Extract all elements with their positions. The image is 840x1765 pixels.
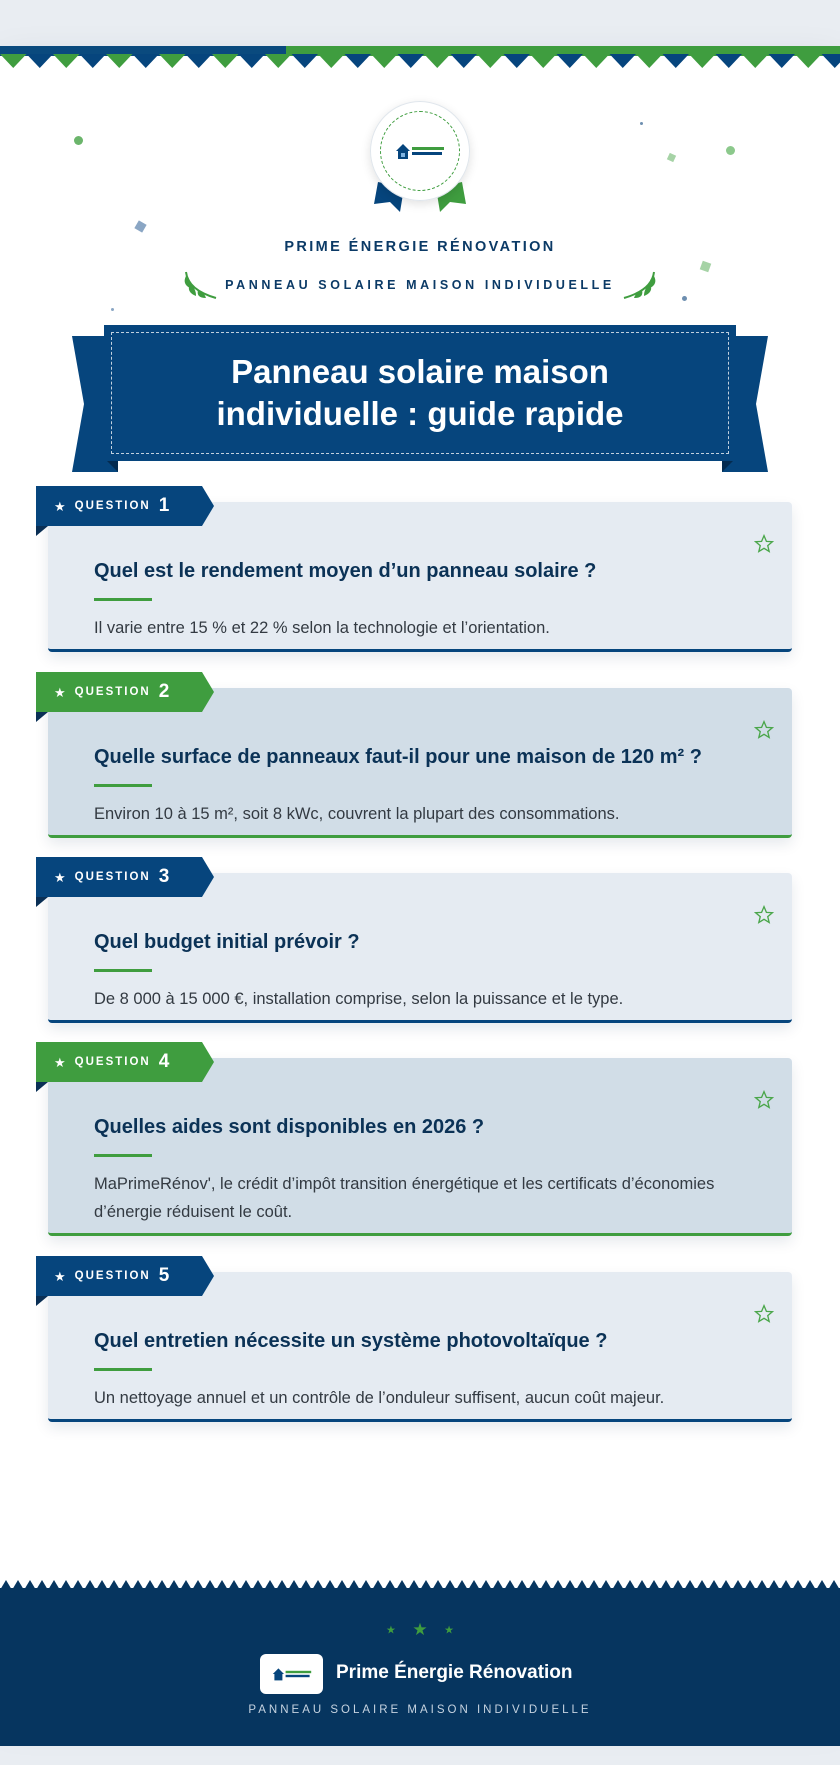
logo-badge-inner bbox=[380, 111, 460, 191]
bunting-flag bbox=[212, 54, 239, 68]
answer-text: Environ 10 à 15 m², soit 8 kWc, couvrent la plupart des consommations. bbox=[94, 805, 620, 823]
title-underline bbox=[94, 784, 152, 787]
brand-subtitle: PANNEAU SOLAIRE MAISON INDIVIDUELLE bbox=[225, 278, 615, 292]
question-number: 5 bbox=[158, 1265, 170, 1286]
faq-item bbox=[36, 672, 792, 838]
star-icon: ★ bbox=[54, 498, 66, 514]
answer-text: MaPrimeRénov', le crédit d’impôt transition énergétique et les certificats d’économies d’énergie réduisent le coût. bbox=[94, 1175, 715, 1221]
bunting-flag bbox=[451, 54, 478, 68]
question-number: 2 bbox=[158, 681, 170, 702]
tag-point bbox=[202, 1256, 214, 1296]
confetti-dot bbox=[640, 122, 643, 125]
bunting-flag bbox=[636, 54, 663, 68]
page-card bbox=[0, 46, 840, 1716]
star-icon: ★ bbox=[412, 1620, 428, 1639]
bunting-flag bbox=[0, 54, 27, 68]
confetti-square bbox=[134, 220, 146, 232]
house-logo-icon bbox=[394, 141, 446, 161]
bunting-flag bbox=[583, 54, 610, 68]
question-number: 1 bbox=[158, 495, 170, 516]
page-title: Panneau solaire maison individuelle : guide rapide bbox=[216, 353, 624, 432]
question-tag bbox=[36, 486, 202, 526]
tag-fold bbox=[36, 526, 48, 536]
bunting-flag bbox=[716, 54, 743, 68]
bunting-flag bbox=[318, 54, 345, 68]
star-outline-icon bbox=[754, 905, 774, 925]
bunting-flag bbox=[106, 54, 133, 68]
star-icon: ★ bbox=[54, 869, 66, 885]
star-icon: ★ bbox=[386, 1624, 396, 1637]
title-banner bbox=[104, 325, 736, 461]
title-underline bbox=[94, 598, 152, 601]
footer-tagline: PANNEAU SOLAIRE MAISON INDIVIDUELLE bbox=[248, 1704, 592, 1716]
bunting-flag bbox=[398, 54, 425, 68]
bunting-flag bbox=[689, 54, 716, 68]
logo-badge bbox=[370, 101, 470, 201]
answer-text: De 8 000 à 15 000 €, installation comprise, selon la puissance et le type. bbox=[94, 990, 624, 1008]
confetti-dot bbox=[726, 146, 735, 155]
confetti-square bbox=[667, 153, 676, 162]
tag-fold bbox=[36, 1296, 48, 1306]
bunting-decoration bbox=[0, 54, 840, 74]
bunting-flag bbox=[795, 54, 822, 68]
bunting-flag bbox=[265, 54, 292, 68]
faq-card bbox=[48, 1054, 792, 1236]
bunting-flag bbox=[292, 54, 319, 68]
bunting-flag bbox=[769, 54, 796, 68]
star-icon: ★ bbox=[444, 1624, 454, 1637]
bunting-flag bbox=[80, 54, 107, 68]
question-tag bbox=[36, 857, 202, 897]
bunting-flag bbox=[371, 54, 398, 68]
question-number: 4 bbox=[158, 1051, 170, 1072]
star-icon: ★ bbox=[54, 1054, 66, 1070]
question-label: QUESTION bbox=[74, 500, 151, 512]
star-icon: ★ bbox=[54, 684, 66, 700]
title-banner-inner bbox=[111, 332, 729, 454]
house-logo-icon bbox=[270, 1666, 314, 1682]
title-underline bbox=[94, 1368, 152, 1371]
tag-point bbox=[202, 857, 214, 897]
star-icon: ★ bbox=[54, 1268, 66, 1284]
star-outline-icon bbox=[754, 534, 774, 554]
question-title: Quel est le rendement moyen d’un panneau solaire ? bbox=[94, 560, 597, 582]
laurel-right-icon bbox=[622, 270, 658, 300]
bunting-flag bbox=[345, 54, 372, 68]
footer-brand-name: Prime Énergie Rénovation bbox=[336, 1662, 573, 1683]
confetti-dot bbox=[111, 308, 114, 311]
tag-point bbox=[202, 1042, 214, 1082]
star-outline-icon bbox=[754, 1090, 774, 1110]
faq-item bbox=[36, 857, 792, 1023]
bunting-flag bbox=[239, 54, 266, 68]
question-label: QUESTION bbox=[74, 686, 151, 698]
bunting-flag bbox=[159, 54, 186, 68]
answer-text: Un nettoyage annuel et un contrôle de l’onduleur suffisent, aucun coût majeur. bbox=[94, 1389, 665, 1407]
confetti-square bbox=[700, 261, 712, 273]
bunting-flag bbox=[133, 54, 160, 68]
bunting-flag bbox=[27, 54, 54, 68]
bunting-flag bbox=[477, 54, 504, 68]
bunting-flag bbox=[557, 54, 584, 68]
question-number: 3 bbox=[158, 866, 170, 887]
title-underline bbox=[94, 969, 152, 972]
faq-item bbox=[36, 486, 792, 652]
footer-stars bbox=[0, 1620, 840, 1640]
bunting-flag bbox=[53, 54, 80, 68]
question-tag bbox=[36, 1042, 202, 1082]
tag-point bbox=[202, 672, 214, 712]
question-label: QUESTION bbox=[74, 871, 151, 883]
bunting-flag bbox=[663, 54, 690, 68]
footer-logo bbox=[260, 1654, 323, 1694]
bunting-flag bbox=[424, 54, 451, 68]
brand-name: PRIME ÉNERGIE RÉNOVATION bbox=[284, 239, 556, 255]
bunting-flag bbox=[742, 54, 769, 68]
bunting-flag bbox=[530, 54, 557, 68]
star-outline-icon bbox=[754, 720, 774, 740]
question-title: Quelles aides sont disponibles en 2026 ? bbox=[94, 1116, 485, 1138]
tag-fold bbox=[36, 712, 48, 722]
tag-fold bbox=[36, 897, 48, 907]
question-label: QUESTION bbox=[74, 1056, 151, 1068]
star-outline-icon bbox=[754, 1304, 774, 1324]
question-title: Quelle surface de panneaux faut-il pour une maison de 120 m² ? bbox=[94, 746, 702, 768]
question-title: Quel budget initial prévoir ? bbox=[94, 931, 360, 953]
tag-point bbox=[202, 486, 214, 526]
bunting-flag bbox=[504, 54, 531, 68]
confetti-dot bbox=[74, 136, 83, 145]
question-tag bbox=[36, 1256, 202, 1296]
question-label: QUESTION bbox=[74, 1270, 151, 1282]
tag-fold bbox=[36, 1082, 48, 1092]
question-tag bbox=[36, 672, 202, 712]
faq-item bbox=[36, 1042, 792, 1236]
faq-item bbox=[36, 1256, 792, 1422]
title-underline bbox=[94, 1154, 152, 1157]
answer-text: Il varie entre 15 % et 22 % selon la technologie et l’orientation. bbox=[94, 619, 550, 637]
bunting-flag bbox=[610, 54, 637, 68]
confetti-dot bbox=[682, 296, 687, 301]
bunting-flag bbox=[822, 54, 840, 68]
bunting-flag bbox=[186, 54, 213, 68]
question-title: Quel entretien nécessite un système photovoltaïque ? bbox=[94, 1330, 608, 1352]
